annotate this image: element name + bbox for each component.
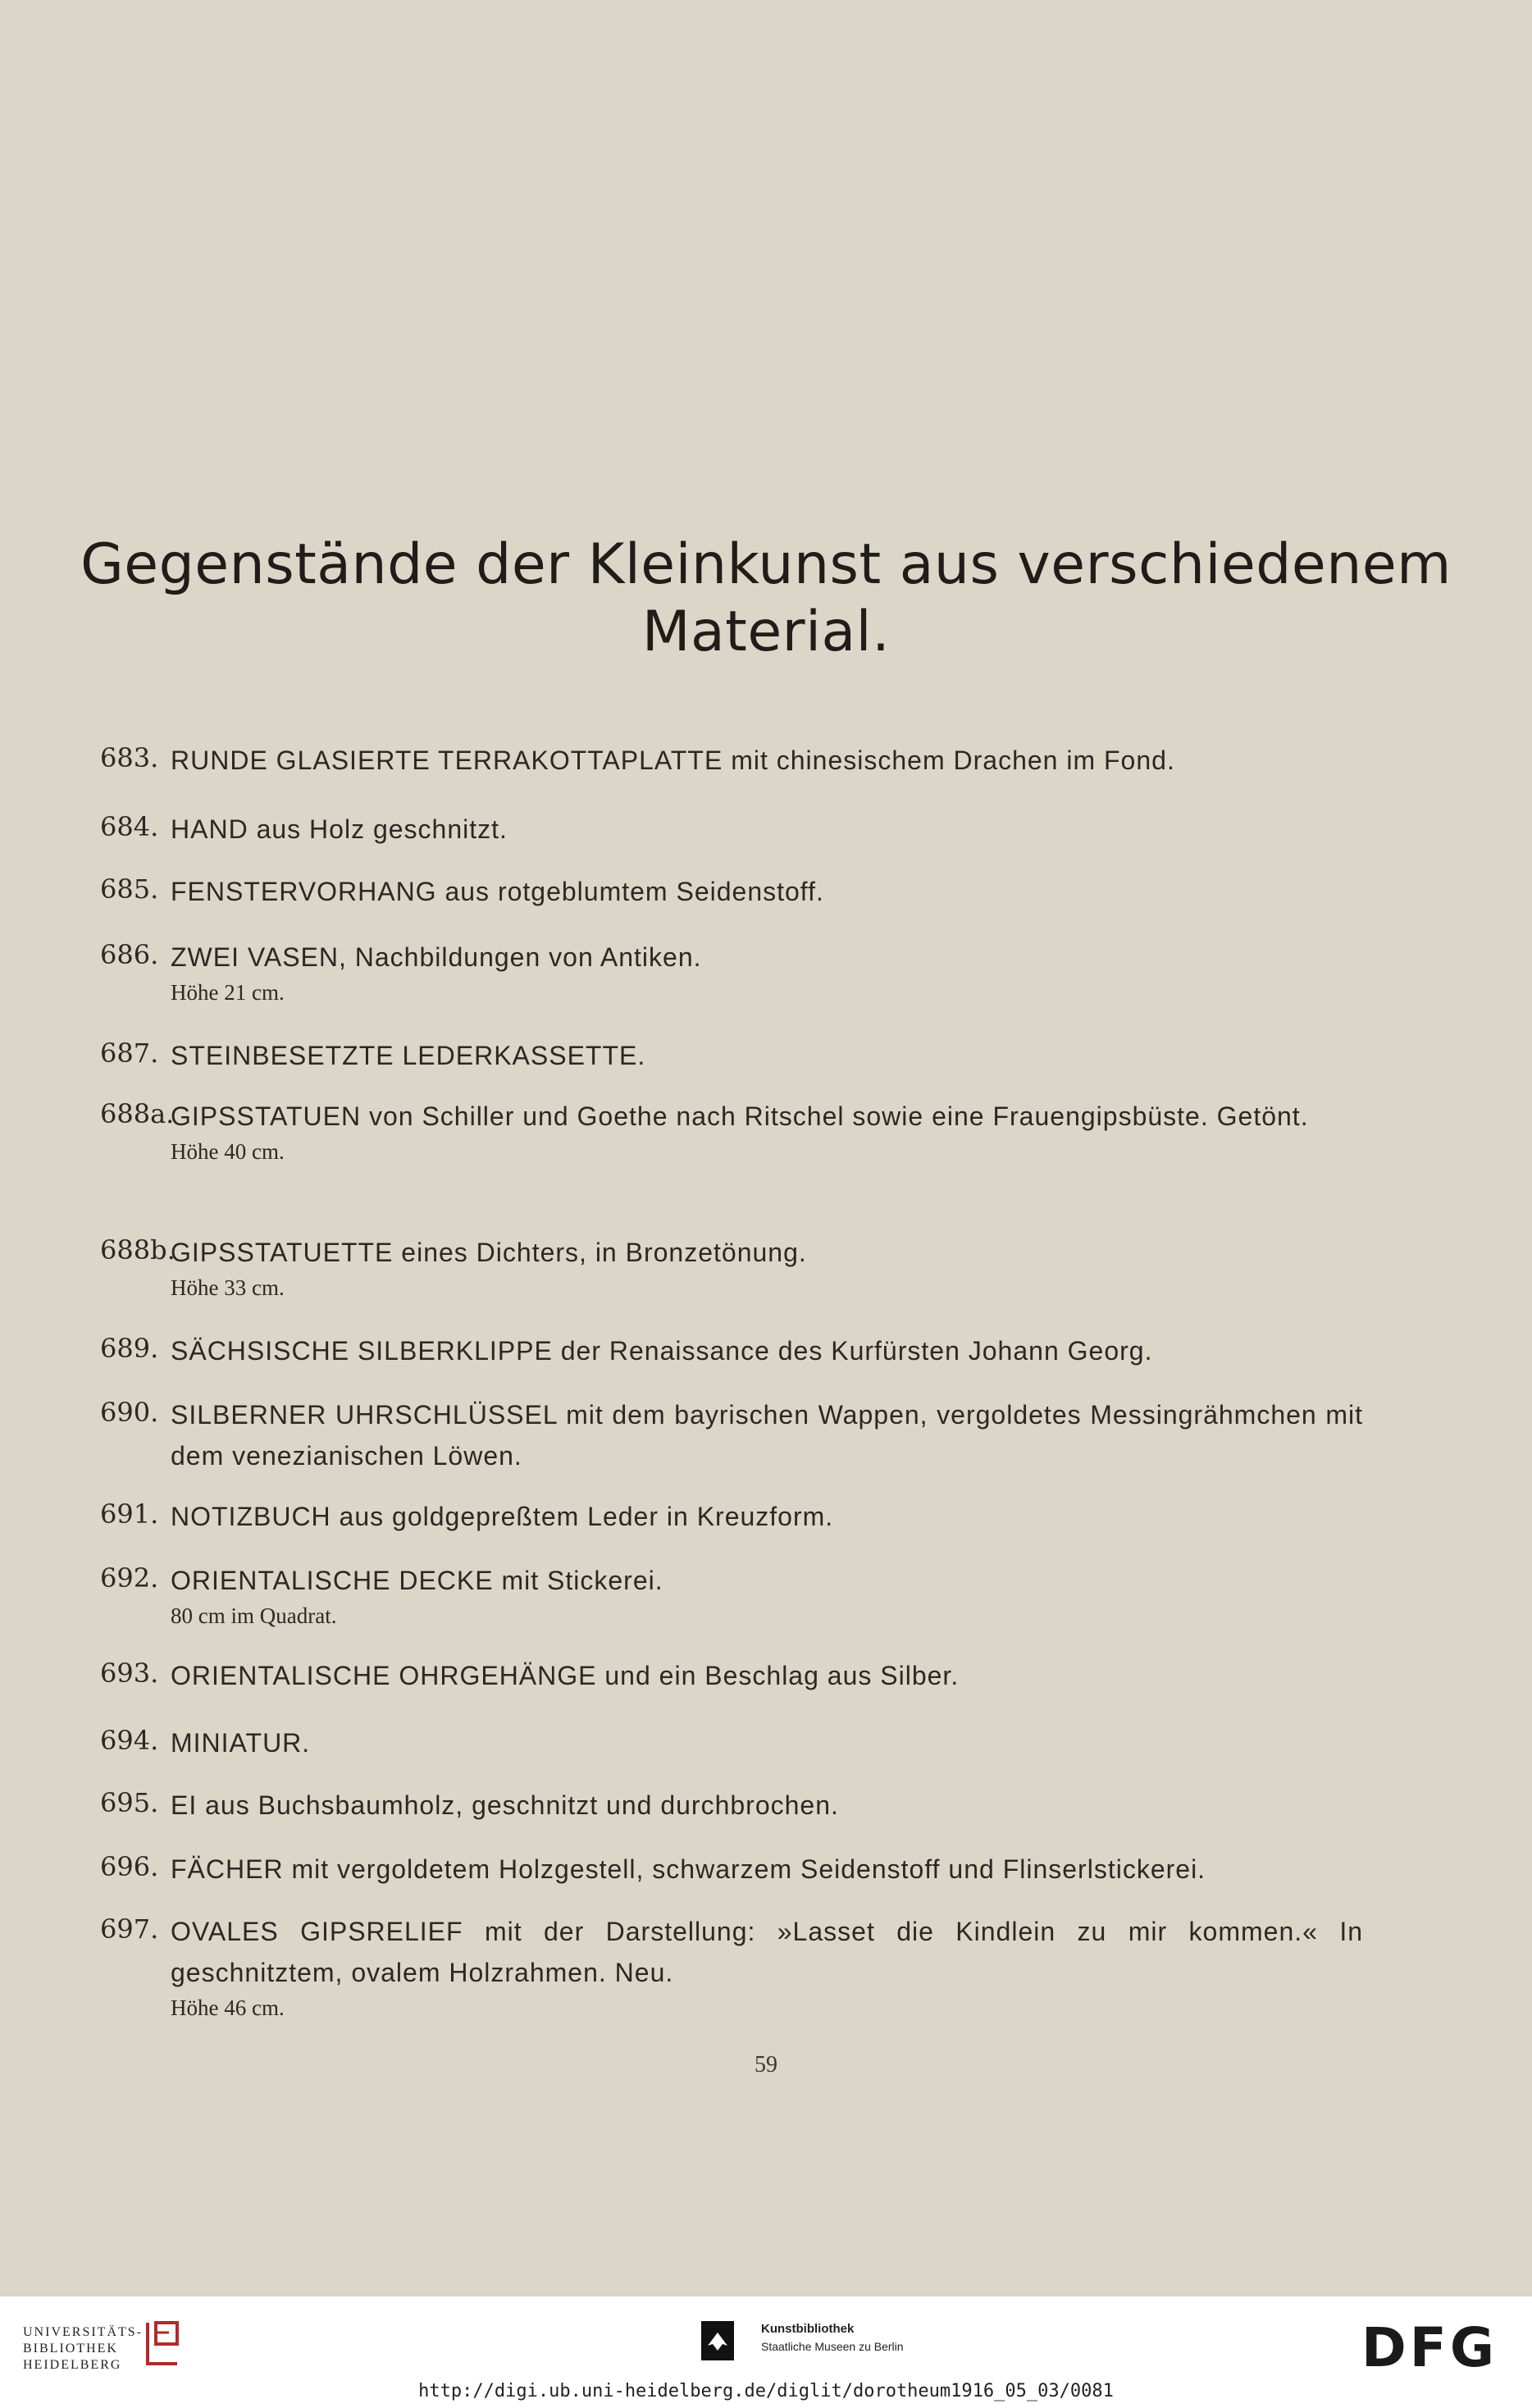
page-number: 59 — [755, 2052, 777, 2077]
catalog-entry-685 — [100, 871, 1363, 912]
catalog-entry-684 — [100, 809, 1363, 850]
ub-logo-line-2: BIBLIOTHEK — [23, 2342, 118, 2356]
entry-dimensions: Höhe 21 cm. — [171, 980, 285, 1005]
entry-number: 696. — [100, 1851, 159, 1882]
catalog-entry-692 — [100, 1560, 1363, 1630]
entry-text: ORIENTALISCHE OHRGEHÄNGE und ein Beschlag aus Silber. — [171, 1661, 960, 1690]
entry-text: OVALES GIPSRELIEF mit der Darstellung: »Lasset die Kindlein zu mir kommen.« In geschnitztem, ovalem Holzrahmen. Neu. — [171, 1917, 1363, 1987]
kunstbibliothek-title: Kunstbibliothek — [761, 2322, 855, 2336]
kunstbibliothek-subtitle: Staatliche Museen zu Berlin — [761, 2340, 904, 2353]
permalink-url[interactable]: http://digi.ub.uni-heidelberg.de/diglit/dorotheum1916_05_03/0081 — [418, 2381, 1114, 2401]
digitization-footer — [0, 2296, 1532, 2408]
entry-text: ORIENTALISCHE DECKE mit Stickerei. — [171, 1566, 663, 1595]
entry-dimensions: 80 cm im Quadrat. — [171, 1603, 337, 1628]
entry-number: 693. — [100, 1658, 159, 1689]
entry-number: 692. — [100, 1562, 159, 1594]
entry-text: MINIATUR. — [171, 1728, 311, 1758]
catalog-entry-688b — [100, 1232, 1363, 1302]
entry-number: 694. — [100, 1725, 159, 1756]
catalog-entry-688a — [100, 1096, 1363, 1166]
catalog-entry-695 — [100, 1785, 1363, 1826]
entry-dimensions: Höhe 40 cm. — [171, 1139, 285, 1164]
catalog-entry-694 — [100, 1722, 1363, 1763]
entry-number: 683. — [100, 742, 159, 773]
entry-text: EI aus Buchsbaumholz, geschnitzt und durchbrochen. — [171, 1790, 839, 1820]
catalog-entry-683 — [100, 740, 1363, 781]
entry-number: 688a. — [100, 1098, 175, 1129]
entry-number: 690. — [100, 1397, 159, 1428]
catalog-entry-697 — [100, 1911, 1363, 2023]
ub-emblem-icon — [139, 2316, 185, 2370]
entry-text: SILBERNER UHRSCHLÜSSEL mit dem bayrischen Wappen, vergoldetes Messingrähmchen mit dem venezianischen Löwen. — [171, 1400, 1363, 1471]
ub-logo-line-1: UNIVERSITÄTS- — [23, 2325, 143, 2339]
entry-text: HAND aus Holz geschnitzt. — [171, 814, 508, 844]
ub-heidelberg-logo — [23, 2324, 143, 2374]
entry-text: GIPSSTATUEN von Schiller und Goethe nach Ritschel sowie eine Frauengipsbüste. Getönt. — [171, 1101, 1309, 1131]
entry-text: RUNDE GLASIERTE TERRAKOTTAPLATTE mit chinesischem Drachen im Fond. — [171, 746, 1175, 775]
entry-text: FENSTERVORHANG aus rotgeblumtem Seidenstoff. — [171, 877, 824, 906]
entry-text: GIPSSTATUETTE eines Dichters, in Bronzetönung. — [171, 1238, 807, 1267]
ub-logo-line-3: HEIDELBERG — [23, 2358, 122, 2372]
dfg-logo: DFG — [1361, 2316, 1498, 2379]
catalog-entry-690 — [100, 1394, 1363, 1476]
heading-line-2: Material. — [641, 600, 891, 664]
entry-number: 688b. — [100, 1234, 176, 1266]
heading-line-1: Gegenstände der Kleinkunst aus verschiedenem — [80, 532, 1452, 597]
entry-text: SÄCHSISCHE SILBERKLIPPE der Renaissance des Kurfürsten Johann Georg. — [171, 1336, 1153, 1366]
entry-text: FÄCHER mit vergoldetem Holzgestell, schwarzem Seidenstoff und Flinserlstickerei. — [171, 1854, 1206, 1884]
entry-dimensions: Höhe 46 cm. — [171, 1995, 285, 2020]
entry-text: ZWEI VASEN, Nachbildungen von Antiken. — [171, 942, 702, 972]
catalog-entry-687 — [100, 1035, 1363, 1076]
kunstbibliothek-eagle-icon — [701, 2321, 734, 2360]
entry-number: 684. — [100, 811, 159, 842]
entry-number: 695. — [100, 1787, 159, 1818]
entry-number: 685. — [100, 873, 159, 905]
catalog-entry-691 — [100, 1496, 1363, 1537]
entry-number: 689. — [100, 1333, 159, 1364]
entry-number: 686. — [100, 939, 159, 970]
catalog-entry-696 — [100, 1849, 1363, 1890]
catalog-entry-686 — [100, 937, 1363, 1007]
entry-number: 687. — [100, 1038, 159, 1069]
catalog-entry-693 — [100, 1655, 1363, 1696]
entry-number: 691. — [100, 1498, 159, 1530]
kunstbibliothek-logo — [761, 2321, 904, 2356]
entry-dimensions: Höhe 33 cm. — [171, 1275, 285, 1300]
entry-text: STEINBESETZTE LEDERKASSETTE. — [171, 1041, 646, 1070]
catalog-entry-689 — [100, 1330, 1363, 1371]
entry-number: 697. — [100, 1913, 159, 1945]
entry-text: NOTIZBUCH aus goldgepreßtem Leder in Kreuzform. — [171, 1502, 834, 1531]
